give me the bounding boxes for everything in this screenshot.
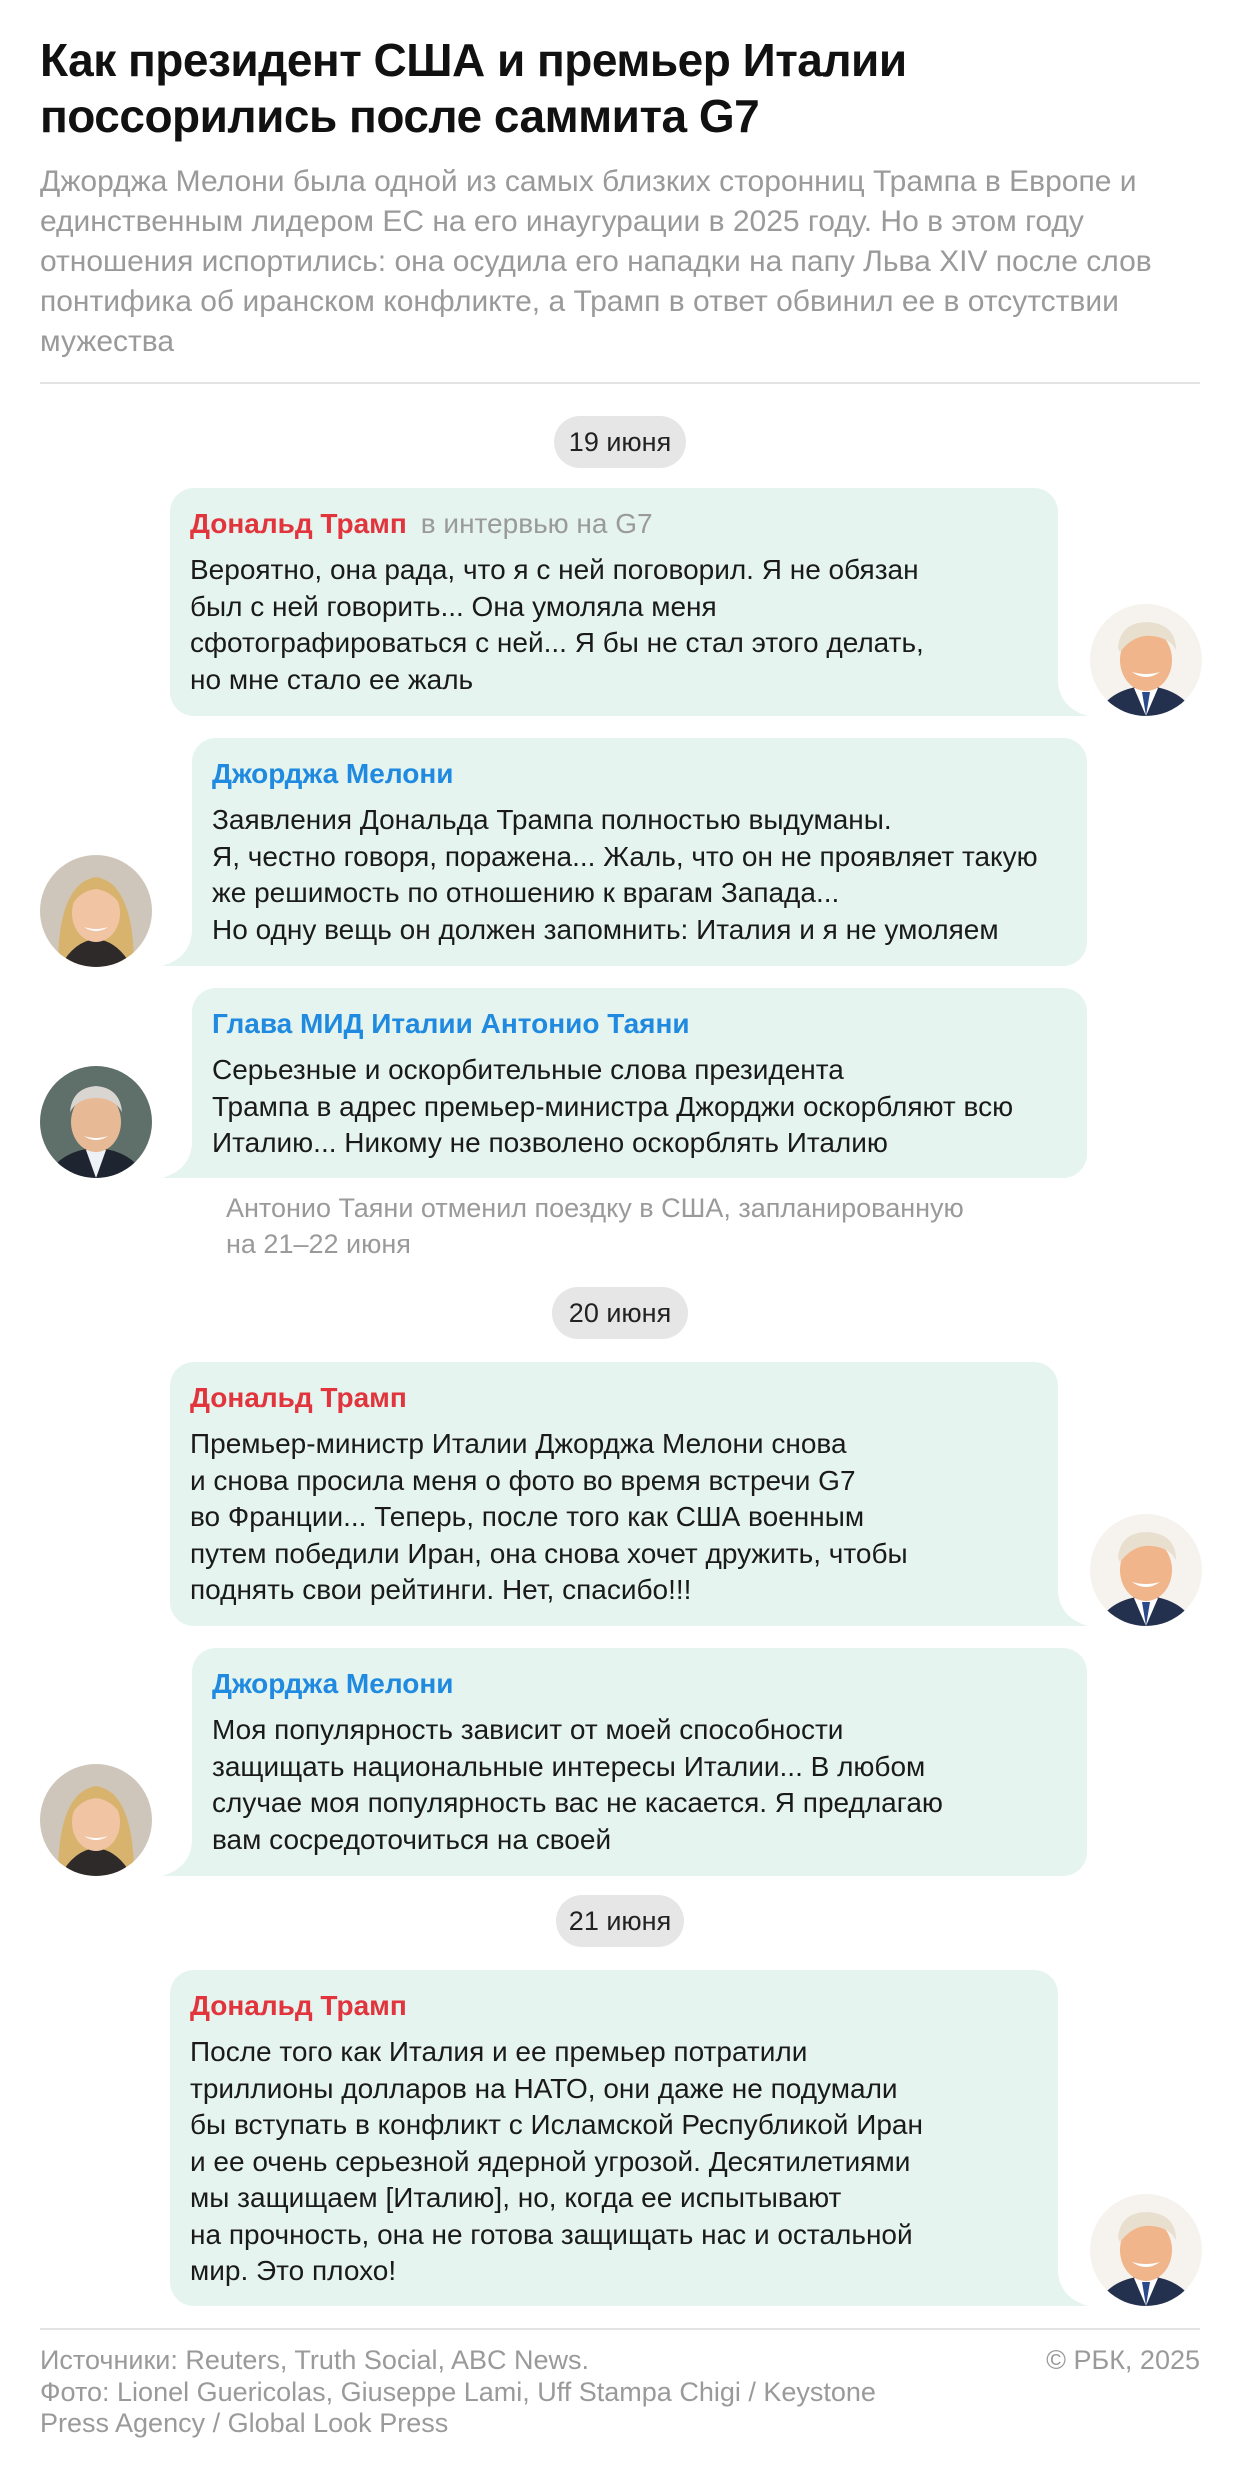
sources-credits: Источники: Reuters, Truth Social, ABC News. Фото: Lionel Guericolas, Giuseppe Lami, Uff Stampa Chigi / Keystone Press Agency / Global Look Press [40,2345,876,2438]
message-header [190,1380,407,1416]
message-header [212,756,453,792]
message-header [190,506,653,542]
portrait-meloni-avatar-icon [40,855,152,967]
message-text: Серьезные и оскорбительные слова президента Трампа в адрес премьер-министра Джорджи оскорбляют всю Италию... Никому не позволено оскорблять Италию [212,1054,1014,1158]
event-note: Антонио Таяни отменил поездку в США, запланированную на 21–22 июня [226,1193,964,1259]
message-text: Моя популярность зависит от моей способности защищать национальные интересы Италии... В любом случае моя популярность вас не касается. Я предлагаю вам сосредоточиться на своей [212,1714,943,1855]
meloni-avatar [40,855,152,967]
message-text: Заявления Дональда Трампа полностью выдуманы. Я, честно говоря, поражена... Жаль, что он не проявляет такую же решимость по отношению к врагам Запада... Но одну вещь он должен запомнить: Италия и я не умоляем [212,804,1038,945]
portrait-trump-avatar-icon [1090,2194,1202,2306]
portrait-meloni-avatar-icon [40,1764,152,1876]
bottom-divider [40,2328,1200,2330]
trump-avatar [1090,604,1202,716]
trump-avatar [1090,1514,1202,1626]
bubble-tail [1048,2272,1088,2306]
message-bubble-meloni-1 [192,738,1087,966]
message-bubble-meloni-2 [192,1648,1087,1876]
message-header [190,1988,407,2024]
copyright: © РБК, 2025 [1046,2345,1200,2375]
date-pill-3: 21 июня [556,1895,684,1947]
speaker-name: Глава МИД Италии Антонио Таяни [212,1008,690,1039]
message-bubble-trump-3 [170,1970,1058,2306]
message-bubble-trump-2 [170,1362,1058,1626]
bubble-tail [162,1144,202,1178]
speaker-name: Дональд Трамп [190,508,407,539]
bubble-tail [1048,682,1088,716]
speaker-context: в интервью на G7 [420,508,653,539]
page-title: Как президент США и премьер Италии поссорились после саммита G7 [40,34,907,142]
date-pill-1: 19 июня [554,416,686,468]
message-header [212,1006,690,1042]
speaker-name: Джорджа Мелони [212,1668,454,1699]
portrait-tajani-avatar-icon [40,1066,152,1178]
message-bubble-trump-1 [170,488,1058,716]
top-divider [40,382,1200,384]
message-text: После того как Италия и ее премьер потратили триллионы долларов на НАТО, они даже не подумали бы вступать в конфликт с Исламской Республикой Иран и ее очень серьезной ядерной угрозой. Десятилетиями мы защищаем [Италию], но, когда ее испытывают на прочность, она не готова защищать нас и остальной мир. Это плохо! [190,2036,923,2286]
portrait-trump-avatar-icon [1090,1514,1202,1626]
message-header [212,1666,453,1702]
portrait-trump-avatar-icon [1090,604,1202,716]
meloni-avatar [40,1764,152,1876]
bubble-tail [162,1842,202,1876]
message-text: Премьер-министр Италии Джорджа Мелони снова и снова просила меня о фото во время встречи G7 во Франции... Теперь, после того как США военным путем победили Иран, она снова хочет дружить, чтобы поднять свои рейтинги. Нет, спасибо!!! [190,1428,908,1605]
lead-paragraph: Джорджа Мелони была одной из самых близких сторонниц Трампа в Европе и единственным лидером ЕС на его инаугурации в 2025 году. Но в этом году отношения испортились: она осудила его нападки на папу Льва XIV после слов понтифика об иранском конфликте, а Трамп в ответ обвинил ее в отсутствии мужества [40,165,1152,358]
message-bubble-tajani [192,988,1087,1178]
message-text: Вероятно, она рада, что я с ней поговорил. Я не обязан был с ней говорить... Она умоляла меня сфотографироваться с ней... Я бы не стал этого делать, но мне стало ее жаль [190,554,924,695]
speaker-name: Дональд Трамп [190,1382,407,1413]
speaker-name: Дональд Трамп [190,1990,407,2021]
trump-avatar [1090,2194,1202,2306]
bubble-tail [162,932,202,966]
tajani-avatar [40,1066,152,1178]
date-pill-2: 20 июня [552,1287,688,1339]
bubble-tail [1048,1592,1088,1626]
speaker-name: Джорджа Мелони [212,758,454,789]
